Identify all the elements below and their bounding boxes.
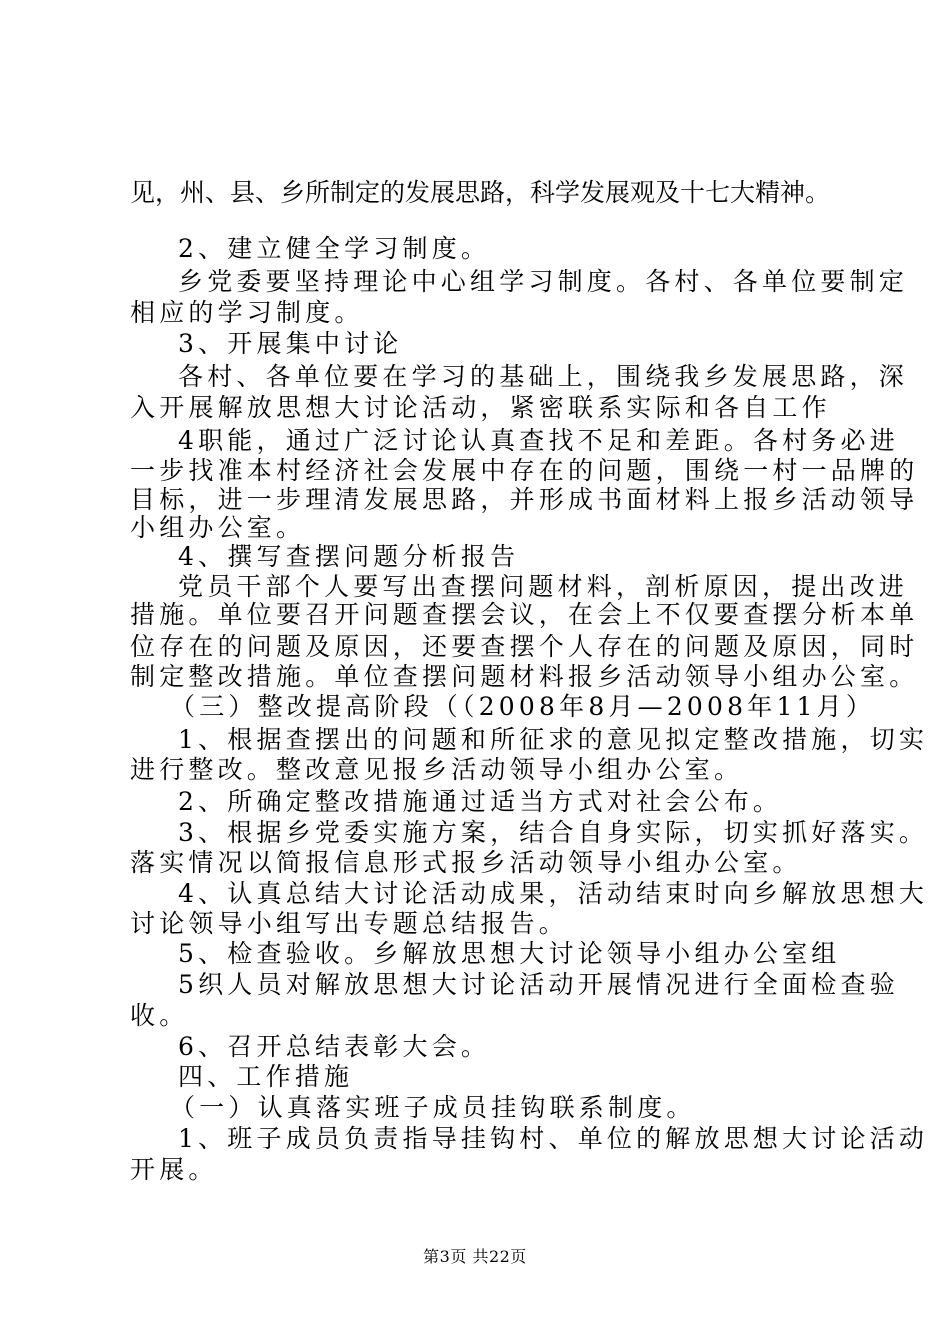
- text-line: 进行整改。整改意见报乡活动领导小组办公室。: [130, 755, 744, 784]
- text-line: 4、撰写查摆问题分析报告: [178, 542, 520, 571]
- text-line: 一步找准本村经济社会发展中存在的问题，围绕一村一品牌的: [130, 456, 919, 485]
- text-line: 5、检查验收。乡解放思想大讨论领导小组办公室组: [178, 939, 841, 968]
- text-line: （一）认真落实班子成员挂钩联系制度。: [170, 1093, 696, 1122]
- text-line: 制定整改措施。单位查摆问题材料报乡活动领导小组办公室。: [130, 662, 919, 691]
- text-line: （三）整改提高阶段（（2008年8月—2008年11月）: [170, 692, 876, 721]
- text-line: 目标，进一步理清发展思路，并形成书面材料上报乡活动领导: [130, 485, 919, 514]
- text-line: 5织人员对解放思想大讨论活动开展情况进行全面检查验: [178, 970, 899, 999]
- text-line: 6、召开总结表彰大会。: [178, 1032, 491, 1061]
- text-line: 入开展解放思想大讨论活动，紧密联系实际和各自工作: [130, 393, 831, 422]
- page-number: 第3页 共22页: [423, 1247, 527, 1266]
- text-line: 收。: [130, 1001, 189, 1030]
- text-line: 开展。: [130, 1155, 218, 1184]
- text-line: 见，州、县、乡所制定的发展思路，科学发展观及十七大精神。: [130, 178, 831, 207]
- text-line: 1、班子成员负责指导挂钩村、单位的解放思想大讨论活动: [178, 1124, 929, 1153]
- text-line: 各村、各单位要在学习的基础上，围绕我乡发展思路，深: [178, 362, 909, 391]
- text-line: 落实情况以简报信息形式报乡活动领导小组办公室。: [130, 848, 802, 877]
- text-line: 4职能，通过广泛讨论认真查找不足和差距。各村务必进: [178, 426, 899, 455]
- text-line: 1、根据查摆出的问题和所征求的意见拟定整改措施，切实: [178, 725, 929, 754]
- text-line: 乡党委要坚持理论中心组学习制度。各村、各单位要制定: [178, 267, 909, 296]
- text-line: 3、开展集中讨论: [178, 329, 403, 358]
- text-line: 4、认真总结大讨论活动成果，活动结束时向乡解放思想大: [178, 879, 929, 908]
- text-line: 2、所确定整改措施通过适当方式对社会公布。: [178, 787, 783, 816]
- text-line: 措施。单位要召开问题查摆会议，在会上不仅要查摆分析本单: [130, 600, 919, 629]
- text-line: 四、工作措施: [178, 1062, 354, 1091]
- text-line: 位存在的问题及原因，还要查摆个人存在的问题及原因，同时: [130, 632, 919, 661]
- text-line: 2、建立健全学习制度。: [178, 234, 491, 263]
- text-line: 相应的学习制度。: [130, 298, 364, 327]
- text-line: 3、根据乡党委实施方案，结合自身实际，切实抓好落实。: [178, 818, 929, 847]
- text-line: 小组办公室。: [130, 513, 306, 542]
- text-line: 讨论领导小组写出专题总结报告。: [130, 909, 569, 938]
- text-line: 党员干部个人要写出查摆问题材料，剖析原因，提出改进: [178, 572, 909, 601]
